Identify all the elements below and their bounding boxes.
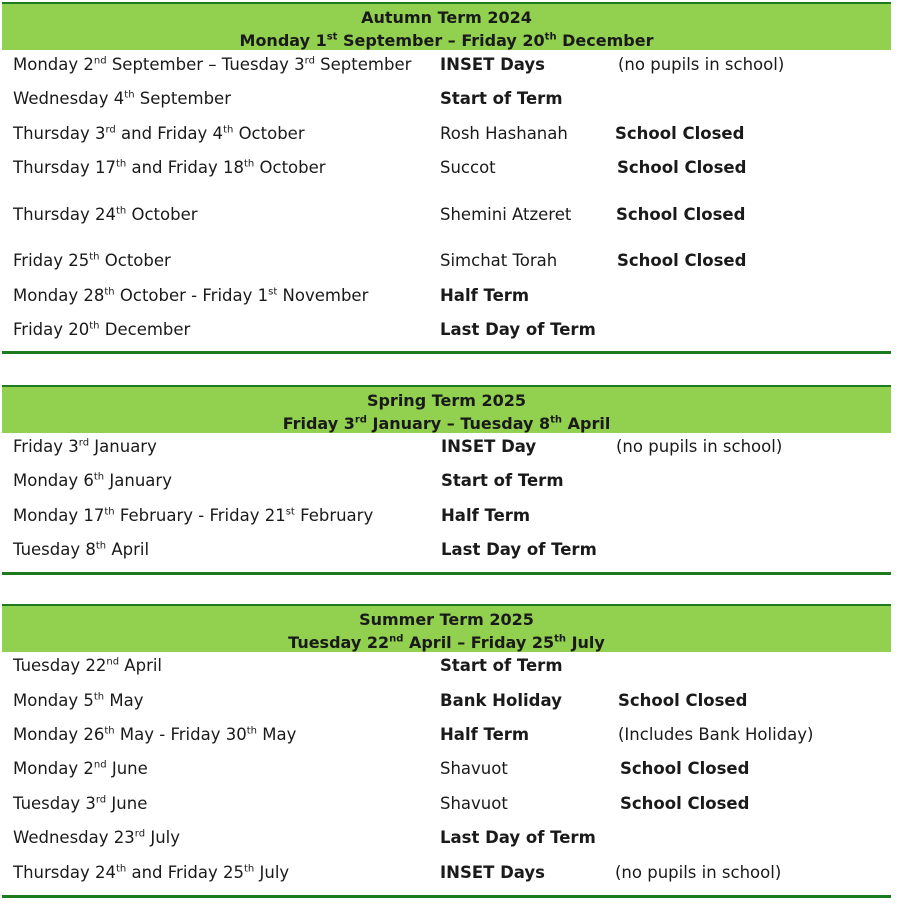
row-event: INSET Days (440, 863, 546, 882)
row-note: School Closed (620, 759, 750, 778)
row-date: Friday 25th October (13, 251, 171, 270)
row-event: Shavuot (440, 759, 508, 778)
row-date: Thursday 3rd and Friday 4th October (13, 124, 305, 143)
row-date: Tuesday 22nd April (13, 656, 163, 675)
row-note: School Closed (616, 205, 746, 224)
row-date: Thursday 24th October (13, 205, 198, 224)
row-date: Thursday 24th and Friday 25th July (13, 863, 290, 882)
row-note: School Closed (618, 691, 748, 710)
term-section-spring (2, 385, 891, 559)
row-date: Wednesday 4th September (13, 89, 231, 108)
row-note: School Closed (615, 124, 745, 143)
row-date: Monday 5th May (13, 691, 144, 710)
row-date: Tuesday 8th April (13, 540, 150, 559)
term-header (2, 385, 891, 433)
row-event: Start of Term (440, 89, 563, 108)
term-bottom-rule (2, 572, 891, 575)
row-date: Monday 17th February - Friday 21st February (13, 506, 374, 525)
row-date: Monday 6th January (13, 471, 172, 490)
term-header (2, 2, 891, 50)
row-event: Rosh Hashanah (440, 124, 568, 143)
row-date: Tuesday 3rd June (13, 794, 148, 813)
term-title: Summer Term 2025 (359, 610, 534, 629)
row-date: Friday 3rd January (13, 437, 157, 456)
row-date: Monday 2nd June (13, 759, 148, 778)
term-header (2, 604, 891, 652)
row-note: (no pupils in school) (616, 437, 783, 456)
row-date: Monday 26th May - Friday 30th May (13, 725, 297, 744)
row-date: Monday 28th October - Friday 1st November (13, 286, 369, 305)
row-note: School Closed (617, 158, 747, 177)
row-note: (no pupils in school) (615, 863, 782, 882)
row-event: INSET Days (440, 55, 546, 74)
row-event: INSET Day (441, 437, 537, 456)
row-event: Last Day of Term (440, 320, 596, 339)
row-note: (no pupils in school) (618, 55, 785, 74)
term-title: Spring Term 2025 (366, 391, 527, 410)
term-title: Autumn Term 2024 (361, 8, 532, 27)
row-note: School Closed (620, 794, 750, 813)
term-bottom-rule (2, 351, 891, 354)
row-event: Half Term (440, 286, 530, 305)
row-date: Friday 20th December (13, 320, 191, 339)
row-date: Thursday 17th and Friday 18th October (13, 158, 326, 177)
row-event: Half Term (440, 725, 530, 744)
row-event: Succot (440, 158, 496, 177)
row-note: (Includes Bank Holiday) (618, 725, 814, 744)
row-event: Shemini Atzeret (440, 205, 572, 224)
term-section-autumn (2, 2, 891, 339)
term-date-range: Friday 3rd January – Tuesday 8th April (282, 414, 611, 433)
row-event: Simchat Torah (440, 251, 558, 270)
row-date: Wednesday 23rd July (13, 828, 180, 847)
row-event: Start of Term (441, 471, 564, 490)
row-event: Last Day of Term (441, 540, 597, 559)
term-date-range: Monday 1st September – Friday 20th December (239, 31, 654, 50)
term-section-summer (2, 604, 891, 882)
term-bottom-rule (2, 895, 891, 898)
row-event: Start of Term (440, 656, 563, 675)
row-date: Monday 2nd September – Tuesday 3rd September (13, 55, 412, 74)
row-event: Last Day of Term (440, 828, 596, 847)
term-date-range: Tuesday 22nd April – Friday 25th July (288, 633, 605, 652)
row-event: Half Term (441, 506, 531, 525)
row-note: School Closed (617, 251, 747, 270)
row-event: Shavuot (440, 794, 508, 813)
row-event: Bank Holiday (440, 691, 562, 710)
